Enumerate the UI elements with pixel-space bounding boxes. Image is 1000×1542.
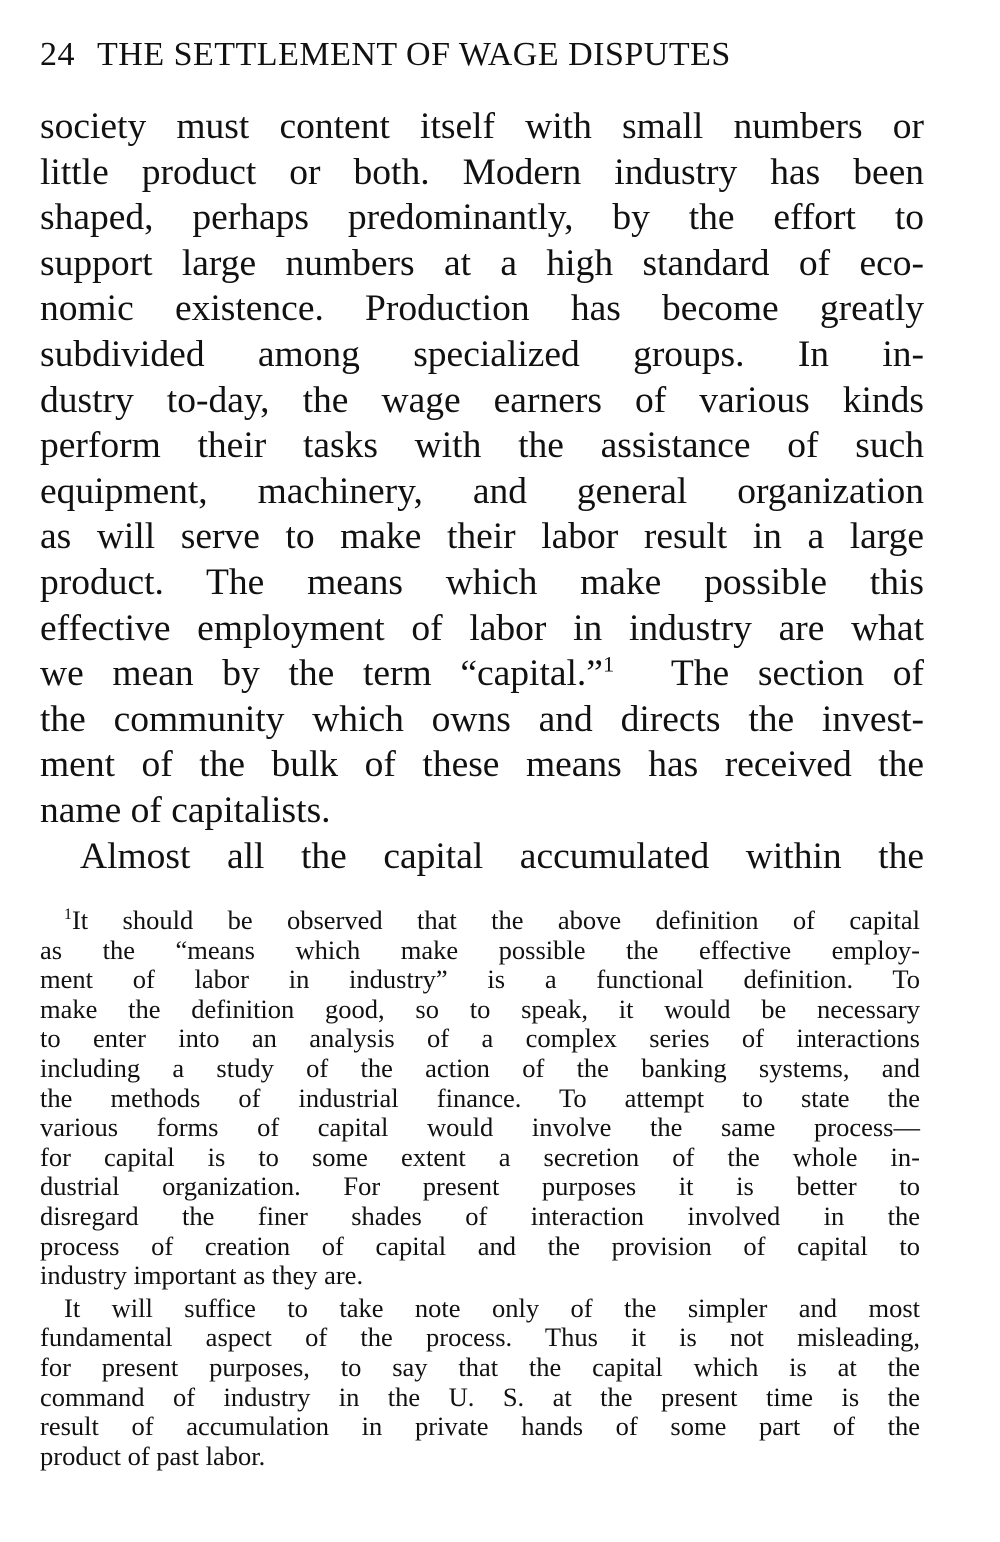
body-line: as will serve to make their labor result in a large bbox=[40, 516, 924, 558]
page-number: 24 bbox=[40, 36, 75, 73]
capital-term-text: we mean by the term “capital.” bbox=[40, 653, 603, 695]
footnote-line: process of creation of capital and the provision of capital to bbox=[40, 1230, 920, 1261]
footnote-line: dustrial organization. For present purposes it is better to bbox=[40, 1171, 920, 1202]
footnote-line-first bbox=[40, 906, 920, 936]
footnote-line: to enter into an analysis of a complex series of interactions bbox=[40, 1023, 920, 1054]
footnote-line: ment of labor in industry” is a functional definition. To bbox=[40, 964, 920, 995]
footnote-line: fundamental aspect of the process. Thus it is not misleading, bbox=[40, 1322, 920, 1353]
footnote-line: disregard the finer shades of interaction involved in the bbox=[40, 1200, 920, 1231]
footnote-line-paragraph-start: It will suffice to take note only of the simpler and most bbox=[64, 1292, 920, 1323]
footnote-line: for present purposes, to say that the capital which is at the bbox=[40, 1351, 920, 1382]
footnote-line: result of accumulation in private hands of some part of the bbox=[40, 1411, 920, 1442]
body-line: name of capitalists. bbox=[40, 789, 331, 831]
footnote bbox=[40, 906, 920, 1471]
footnote-line: command of industry in the U. S. at the present time is the bbox=[40, 1381, 920, 1412]
footnote-line: the methods of industrial finance. To attempt to state the bbox=[40, 1082, 920, 1113]
body-line: the community which owns and directs the invest- bbox=[40, 698, 924, 740]
footnote-line: make the definition good, so to speak, it would be necessary bbox=[40, 993, 920, 1024]
body-line: ment of the bulk of these means has received the bbox=[40, 744, 924, 786]
body-line: product. The means which make possible this bbox=[40, 561, 924, 603]
footnote-line: including a study of the action of the banking systems, and bbox=[40, 1052, 920, 1083]
running-title: THE SETTLEMENT OF WAGE DISPUTES bbox=[97, 36, 731, 73]
body-line: perform their tasks with the assistance of such bbox=[40, 425, 924, 467]
body-line: nomic existence. Production has become greatly bbox=[40, 288, 924, 330]
footnote-line: as the “means which make possible the effective employ- bbox=[40, 934, 920, 965]
body-line-with-note-ref bbox=[40, 651, 924, 697]
body-line: subdivided among specialized groups. In in- bbox=[40, 333, 924, 375]
footnote-first-text: It should be observed that the above definition of capital bbox=[71, 905, 920, 935]
footnote-line: product of past labor. bbox=[40, 1440, 266, 1471]
body-line: shaped, perhaps predominantly, by the effort to bbox=[40, 197, 924, 239]
body-line: society must content itself with small numbers or bbox=[40, 106, 924, 147]
footnote-line: various forms of capital would involve the same process— bbox=[40, 1112, 920, 1143]
body-line: support large numbers at a high standard of eco- bbox=[40, 242, 924, 284]
running-head bbox=[40, 33, 920, 77]
body-line: dustry to-day, the wage earners of various kinds bbox=[40, 379, 924, 421]
body-text bbox=[40, 104, 924, 879]
footnote-line: industry important as they are. bbox=[40, 1260, 364, 1291]
section-of-text: The section of bbox=[670, 653, 924, 695]
body-line-paragraph-start: Almost all the capital accumulated within the bbox=[80, 835, 924, 877]
footnote-line: for capital is to some extent a secretion of the whole in- bbox=[40, 1141, 920, 1172]
body-line: effective employment of labor in industry are what bbox=[40, 607, 924, 649]
footnote-reference: 1 bbox=[602, 651, 615, 677]
body-line: equipment, machinery, and general organization bbox=[40, 470, 924, 512]
body-line: little product or both. Modern industry has been bbox=[40, 151, 924, 193]
footnote-marker: 1 bbox=[64, 906, 72, 924]
